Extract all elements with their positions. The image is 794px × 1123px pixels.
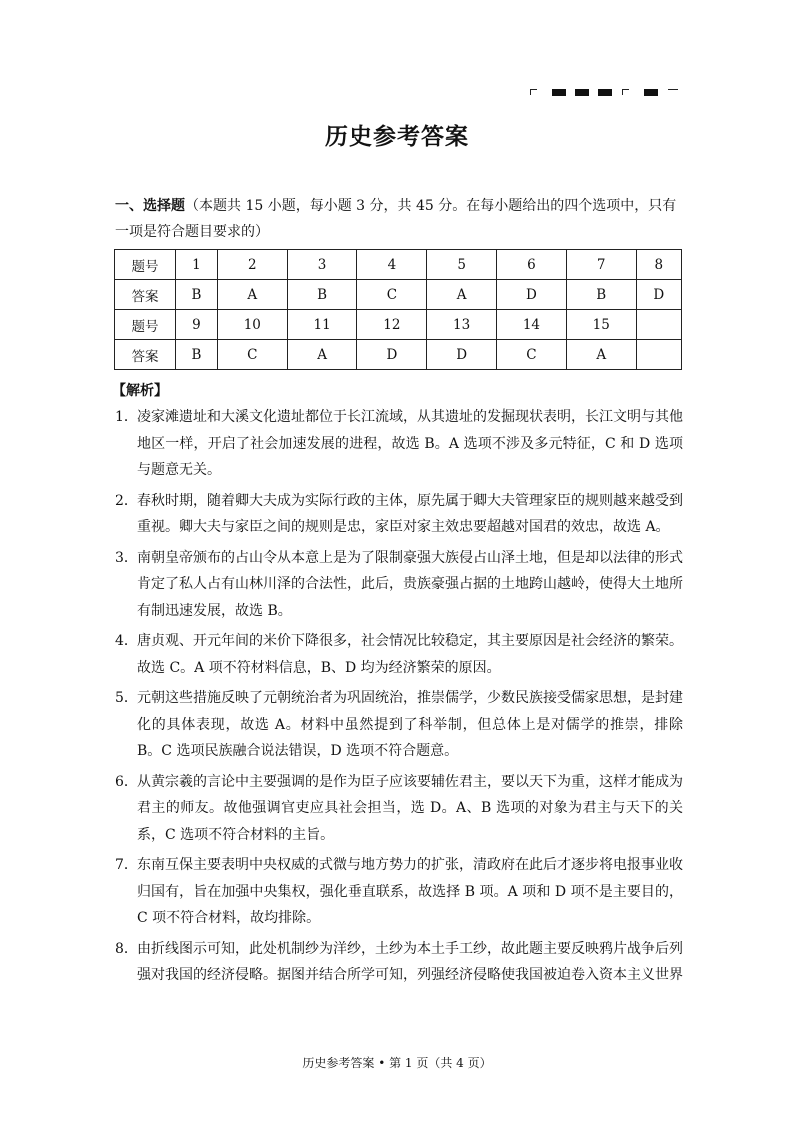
list-item [115,404,683,484]
page-title: 历史参考答案 [325,123,469,150]
table-cell: B [287,280,357,310]
table-cell [636,340,681,370]
item-number: 3． [115,549,138,566]
table-cell: 9 [176,310,218,340]
page-footer: 历史参考答案 • 第 1 页（共 4 页） [302,1056,492,1070]
table-cell: 5 [427,250,497,280]
table-cell: B [566,280,636,310]
list-item [115,488,683,541]
item-number: 4． [115,633,138,649]
item-text: 元朝这些措施反映了元朝统治者为巩固统治，推崇儒学，少数民族接受儒家思想，是封建化的具体表现，故选 A。材料中虽然提到了科举制，但总体上是对儒学的推崇，排除 B。C 选项民族融合说法错误，D 选项不符合题意。 [137,690,683,759]
table-cell: 13 [427,310,497,340]
list-item [115,685,683,765]
table-cell: 12 [357,310,427,340]
table-cell: 8 [636,250,681,280]
item-text: 东南互保主要表明中央权威的式微与地方势力的扩张，清政府在此后才逐步将电报事业收归国有，旨在加强中央集权，强化垂直联系，故选择 B 项。A 项和 D 项不是主要目的，C 项不符合材料，故均排除。 [137,857,683,926]
list-item [115,936,683,989]
table-cell: 题号 [115,310,176,340]
table-cell: B [176,340,218,370]
table-cell: 4 [357,250,427,280]
table-cell: C [357,280,427,310]
table-cell: D [497,280,567,310]
table-cell: 题号 [115,250,176,280]
list-item [115,852,683,932]
item-number: 8． [115,940,138,957]
table-cell: D [427,340,497,370]
table-cell: 3 [287,250,357,280]
answer-table [114,249,682,370]
analysis-list [115,404,683,993]
table-cell: 10 [217,310,287,340]
table-cell: 1 [176,250,218,280]
header-code-marks [530,89,680,99]
analysis-heading: 【解析】 [112,383,168,399]
list-item [115,545,683,625]
table-cell: 答案 [115,340,176,370]
list-item [115,628,683,681]
item-text: 由折线图示可知，此处机制纱为洋纱，土纱为本土手工纱，故此题主要反映鸦片战争后列强对我国的经济侵略。据图并结合所学可知，列强经济侵略使我国被迫卷入资本主义世界 [137,940,683,983]
table-cell: 11 [287,310,357,340]
item-number: 6． [115,773,138,790]
item-text: 凌家滩遗址和大溪文化遗址都位于长江流域，从其遗址的发掘现状表明，长江文明与其他地区一样，开启了社会加速发展的进程，故选 B。A 选项不涉及多元特征，C 和 D 选项与题意无关。 [137,409,683,478]
table-row [115,250,682,280]
table-row [115,310,682,340]
item-number: 5． [115,690,138,706]
item-text: 春秋时期，随着卿大夫成为实际行政的主体，原先属于卿大夫管理家臣的规则越来越受到重视。卿大夫与家臣之间的规则是忠，家臣对家主效忠要超越对国君的效忠，故选 A。 [137,492,683,535]
table-row [115,340,682,370]
section-intro [115,193,683,245]
table-cell: D [636,280,681,310]
item-text: 从黄宗羲的言论中主要强调的是作为臣子应该要辅佐君主，要以天下为重，这样才能成为君主的师友。故他强调官吏应具社会担当，选 D。A、B 选项的对象为君主与天下的关系，C 选项不符合材料的主旨。 [137,773,683,843]
section-description: （本题共 15 小题，每小题 3 分，共 45 分。在每小题给出的四个选项中，只有一项是符合题目要求的） [115,198,677,240]
table-cell: 14 [497,310,567,340]
table-cell: A [427,280,497,310]
table-cell: A [287,340,357,370]
item-number: 1． [115,409,138,425]
table-cell [636,310,681,340]
table-cell: C [217,340,287,370]
section-heading: 一、选择题 [115,198,185,214]
table-cell: 2 [217,250,287,280]
table-cell: A [566,340,636,370]
table-cell: A [217,280,287,310]
table-cell: 7 [566,250,636,280]
table-cell: 15 [566,310,636,340]
item-text: 唐贞观、开元年间的米价下降很多，社会情况比较稳定，其主要原因是社会经济的繁荣。故选 C。A 项不符材料信息，B、D 均为经济繁荣的原因。 [137,633,683,676]
item-number: 7． [115,857,138,873]
table-row [115,280,682,310]
item-text: 南朝皇帝颁布的占山令从本意上是为了限制豪强大族侵占山泽土地，但是却以法律的形式肯定了私人占有山林川泽的合法性，此后，贵族豪强占据的土地跨山越岭，使得大土地所有制迅速发展，故选 B。 [137,549,683,619]
table-cell: C [497,340,567,370]
table-cell: 答案 [115,280,176,310]
table-cell: 6 [497,250,567,280]
item-number: 2． [115,492,138,509]
table-cell: D [357,340,427,370]
list-item [115,769,683,849]
table-cell: B [176,280,218,310]
